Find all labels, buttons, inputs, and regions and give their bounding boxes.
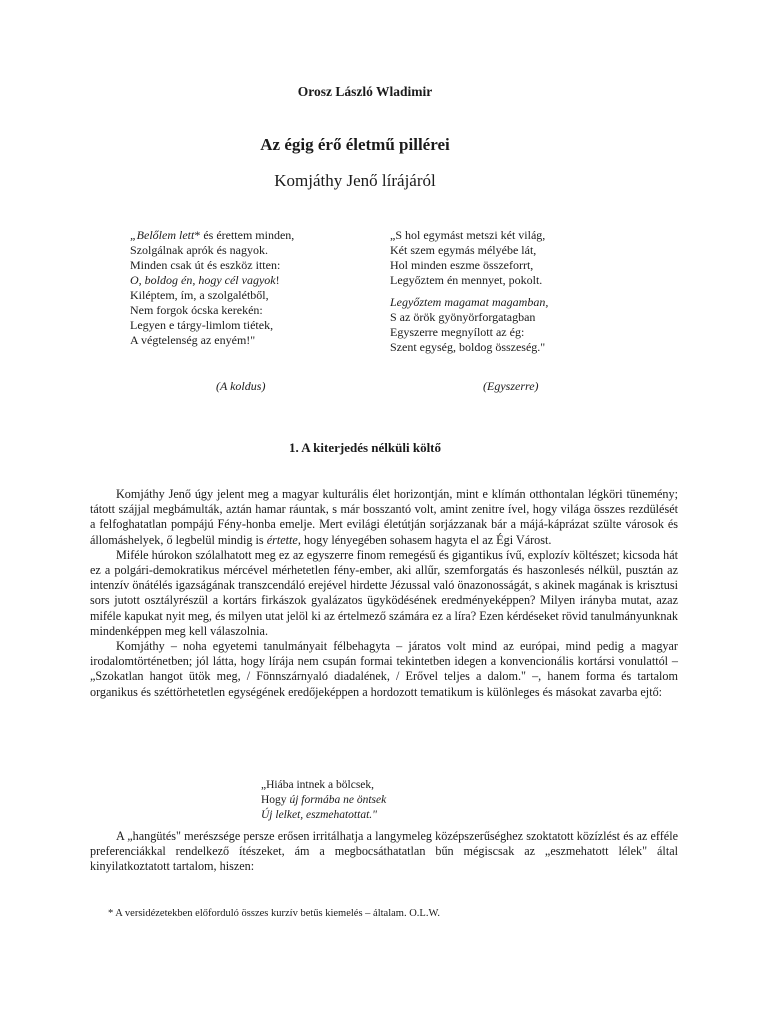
poem-line: Szent egység, boldog összeség." bbox=[390, 340, 546, 354]
poem-line: S az örök gyönyörforgatagban bbox=[390, 310, 536, 324]
article-title: Az égig érő életmű pillérei bbox=[260, 135, 450, 154]
poem-line: Szolgálnak aprók és nagyok. bbox=[130, 243, 268, 257]
poem-line: Nem forgok ócska kerekén: bbox=[130, 303, 263, 317]
body-paragraph: Komjáthy – noha egyetemi tanulmányait félbehagyta – járatos volt mind az európai, mind pedig a magyar irodalomtörténetben; jól látta, hogy lírája nem csupán formai tekintetben idegen a konvencionális kortársi vonulattól – „Szokatlan hangot ütök meg, / Fönnszárnyaló diadalének, / Erővel teljes a dalom." –, hanem forma és tartalom organikus és széttörhetetlen egységének eredőjeképpen a hordozott tematikum is különleges és másokat zavarba ejtő: bbox=[90, 639, 678, 699]
poem-line: Egyszerre megnyílott az ég: bbox=[390, 325, 525, 339]
poem-line: Kiléptem, ím, a szolgalétből, bbox=[130, 288, 269, 302]
article-subtitle: Komjáthy Jenő lírájáról bbox=[274, 171, 436, 190]
poem-line: „Belőlem lett* és érettem minden, bbox=[130, 228, 295, 242]
poem-line: O, boldog én, hogy cél vagyok! bbox=[130, 273, 280, 287]
inline-verse-quote bbox=[261, 778, 386, 823]
body-text-continued bbox=[90, 829, 678, 875]
poem-line: Két szem egymás mélyébe lát, bbox=[390, 243, 537, 257]
quote-line: Új lelket, eszmehatottat." bbox=[261, 809, 377, 821]
poem-line: „S hol egymást metszi két világ, bbox=[390, 228, 546, 242]
body-text-main bbox=[90, 487, 678, 700]
epigraph-poem-left bbox=[130, 228, 294, 348]
poem-line: A végtelenség az enyém!" bbox=[130, 333, 256, 347]
section-heading: 1. A kiterjedés nélküli költő bbox=[288, 440, 442, 455]
poem-source-right: (Egyszerre) bbox=[483, 379, 539, 393]
quote-line: „Hiába intnek a bölcsek, bbox=[261, 779, 375, 791]
poem-source-left: (A koldus) bbox=[216, 379, 266, 393]
poem-line: Minden csak út és eszköz itten: bbox=[130, 258, 281, 272]
author-name: Orosz László Wladimir bbox=[297, 84, 433, 99]
body-paragraph: A „hangütés" merészsége persze erősen irritálhatja a langymeleg középszerűséghez szoktatott közízlést és az efféle preferenciákkal rendelkező ítészeket, ám a megbocsáthatatlan bűn mégiscsak az „eszmehatott lélek" által kinyilatkoztatott tartalom, hiszen: bbox=[90, 829, 678, 874]
footnote: * A versidézetekben előforduló összes kurzív betűs kiemelés – általam. O.L.W. bbox=[108, 908, 441, 919]
body-paragraph: Miféle húrokon szólalhatott meg ez az egyszerre finom remegésű és gigantikus ívű, explozív költészet; kicsoda hát ez a polgári-demokratikus mércével mérhetetlen fény-ember, aki allűr, szemforgatás és haszonlesés nélkül, pusztán az intenzív önátélés igazságának transzcendáló erejével hirdette Jézussal való önazonosságát, s akinek magának is krisztusi sors jutott osztályrészül a kortárs firkászok gyalázatos ügyködésének eredményeképpen? Milyen irányba mutat, azaz miféle kapukat nyit meg, és milyen utat jelöl ki az értelmező számára ez a líra? Ezen kérdéseket rövid tanulmányunknak mindenképpen meg kell válaszolnia. bbox=[90, 547, 678, 638]
poem-line: Legyen e tárgy-limlom tiétek, bbox=[130, 318, 274, 332]
body-paragraph: Komjáthy Jenő úgy jelent meg a magyar kulturális élet horizontján, mint e klímán otthontalan légköri tünemény; tátott szájjal megbámulták, aztán hamar ráuntak, s már bosszantó volt, amint zenitre ível, hogy világa összes rezdülését a felfoghatatlan pompájú Fény-honba emelje. Mert evilági életútján sorjázzanak bár a májá-káprázat szülte városok és állomáshelyek, ő legbelül mindig is értette, hogy lényegében sohasem hagyta el az Égi Várost. bbox=[90, 487, 678, 547]
poem-line: Legyőztem magamat magamban, bbox=[390, 295, 549, 309]
quote-line: Hogy új formába ne öntsek bbox=[261, 794, 387, 806]
epigraph-poem-right bbox=[390, 228, 548, 355]
poem-line: Hol minden eszme összeforrt, bbox=[390, 258, 534, 272]
poem-line: Legyőztem én mennyet, pokolt. bbox=[390, 273, 543, 287]
